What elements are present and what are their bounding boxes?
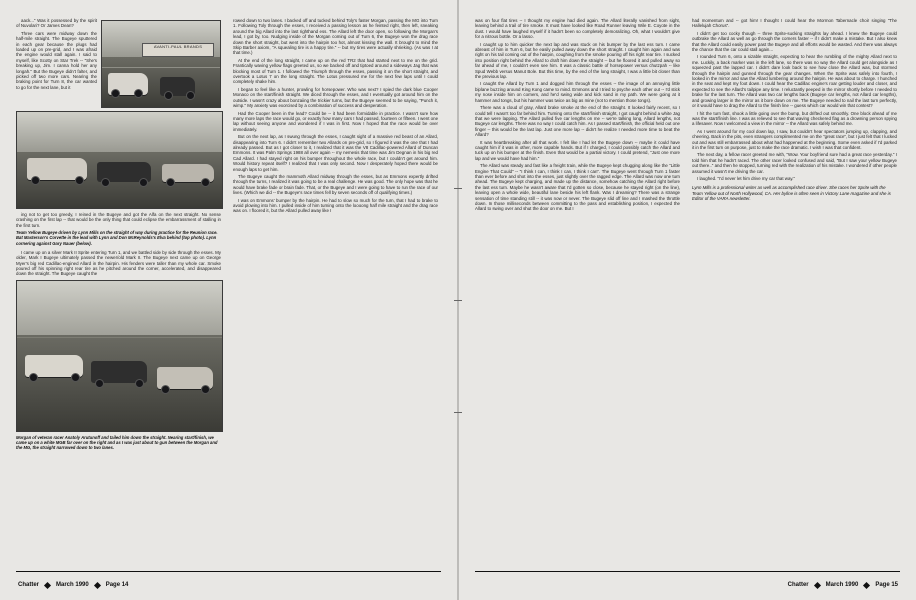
footer-right <box>459 582 916 588</box>
right-c2-para-2: I didn't get too cocky though -- three Sprite-sucking straights lay ahead. I knew the Bugeye could outbrake the Allard as well as go through the corners faster -- if I didn't make a mistake. But I also knew that the Allard could easily power past the Bugeye and all efforts would be wasted. And there was always the chance that the car could stall again... <box>692 30 897 53</box>
right-c1-para-6: The Allard was steady and fast like a freight train, while the Bugeye kept chugging along like the "Little Engine That Could" -- "I think I can, I think I can, I think I can". The Bugeye went through Turn 1 faster than ever before and shot into the esses, just slightly over the ragged edge. The Allard was now one turn ahead. The Bugeye kept charging, and made up the distance, somehow catching the Allard right before the last ess turn. Maybe he wasn't aware that I'd gotten so close, because he stayed right (on the line), leaving open a whole wide, beautiful lane beside his left flank. Was I dreaming? There was a strange sensation of time standing still -- it was now or never. The Bugeye slid off line and I mashed the throttle down. In those milliseconds between committing to the pass and establishing position, I expected the Allard to swing over and shut the door on me. But I <box>475 163 680 212</box>
left-c2-para-1: rowed down to two lanes. I backed off and tucked behind Toly's faster Morgan, passing the MG into Turn 1. Following Toly through the esses, I received a passing lesson as he feinted right, then left, sneaking around the big Allard into the last righthand ess. The Allard left the door open, so following the Morgan's lead, I got by, too. Nudging inside of the Morgan coming out of Turn 6, the Bugeye won the drag race down the short straight, but went into the hairpin too hot, almost kissing the wall. It brought to mind the Skip Barber axiom, "A squealing tire is a happy tire." -- but my tires were actually shrieking. (As was I at that time.) <box>233 18 438 56</box>
footer-left <box>0 582 457 588</box>
footer-diamond-icon-3 <box>814 581 821 588</box>
footer-diamond-icon <box>44 581 51 588</box>
right-c2-para-5: As I went around for my cool down lap, I saw, but couldn't hear spectators jumping up, clapping, and cheering. Back in the pits, even strangers complimented me on the "great race", but I just felt that I lucked out and was still embarrassed about what had happened at the beginning. Some even asked if I'd parked it in the first turn on purpose, just to make the race dramatic. I wish I was that confident. <box>692 128 897 150</box>
right-c1-para-1: was on four flat tires -- I thought my engine had died again. The Allard literally vanished from sight, leaving behind a trail of tire smoke. It must have looked like Road Runner leaving Wile E. Coyote in the dust. I would have laughed myself if it hadn't been so completely demoralizing. Oh, what I wouldn't give for a nitrous bottle. Or a lasso. <box>475 18 680 40</box>
left-c1-para-2: Three cars were midway down the half-mile straight. The Bugeye sputtered in each gear because the plugs had loaded up on pre-grid, and I was afraid the engine would stall again. I said to myself, like Scotty on Star Trek -- "She's breaking up, Jim. I canna hold her any longah." But the Bugeye didn't falter, and picked off two more cars. Nearing the braking point for Turn 8, the car wanted to go for the next lane, but it <box>16 30 97 90</box>
footer-publication-right: Chatter <box>787 582 809 588</box>
page-right <box>458 0 916 600</box>
footer-page-number-right: Page 15 <box>875 582 898 588</box>
left-c2-para-4: Had the Cooper been in the lead? Could be -- it had been formidable in practice. I wasn't sure how many more laps the race would go, or exactly how many cars I had passed, fourteen or fifteen. I went one lap without seeing anyone and wondered if I was in first. Now I hoped that the race would be over immediately. <box>233 110 439 132</box>
right-c2-para-4: I hit the turn fast, shook a little going over the bump, but drifted out smoothly. One block ahead of me was the start/finish line. I was as relieved to see that waving checkered flag as a drowning person spying a lifesaver. Now I welcomed a view in the mirror -- the Allard was safely behind me. <box>692 110 897 127</box>
footer-page-number: Page 14 <box>105 582 129 588</box>
left-c2-para-2: At the end of the long straight, I came up on the red TR2 that had started next to me on the grid. Frantically waving yellow flags greeted us, so we backed off and tiptoed around a sideways Jag that was blocking most of Turn 1. I followed the Triumph through the esses, passing it on the short straight, and overtook a Lotus 7 on the long straight. The Lotus pressured me for the next few laps until I could completely shake him. <box>233 57 438 85</box>
race-photo-grid-start <box>16 280 223 432</box>
left-c2-para-5: But on the next lap, as I swung through the esses, I caught sight of a massive red beast of an Allard, disappearing into Turn 6. I didn't remember two Allards on pre-grid, so I figured it was the one that I had already passed. But as I got closer to it, I realized that it was the V8 Cadillac-powered Allard of Duncan Emmons. It was Palm Springs 1988 all over again -- my nemesis that time was Jim Degnan in his big red Cad Allard. I had stayed right on his bumper throughout the whole race, but I couldn't get around him. Would history repeat itself? I realized that I was only second. Now I desperately hoped there would be enough laps to get him. <box>233 134 438 172</box>
footer-rule-right <box>475 571 900 572</box>
caption-anatoly: Morgan of veteran racer Anatoly Arutunoff and tailed him down the straight. Nearing start/finish, we came up on a white MGB far over on the right and as I was just about to gun between the Morgan and the MG, the straight narrowed down to two lanes. <box>16 434 218 451</box>
right-c1-para-2: I caught up to him quicker the next lap and was stuck on his bumper by the last ess turn. I came abreast of him in Turn 6, but he easily pulled away down the short straight. I caught him again and was right on his tail coming out of the hairpin, coughing from the smoke pouring off his right rear tire. I sucked into position right behind the Allard to draft him down the straight -- but he floored it and pulled away so far ahead of me, I couldn't even see him. It was a classic battle of horsepower versus chutzpah -- like Spud Webb versus Manut Bole. But this time, by the end of the long straight, I was a little bit closer than the previous lap. <box>475 41 680 80</box>
left-column-1 <box>16 18 221 548</box>
left-c2-para-7: I was on Emmons' bumper by the hairpin. He had to slow so much for the turn, that I had to brake to avoid plowing into him. I pulled inside of him turning onto the loooong half mile straight and the drag race was on. I floored it, but the Allard pulled away like I <box>233 197 438 214</box>
left-c1-para-1: aack..." Was it possessed by the spirit of Nuvolari? Or James Dean? <box>16 18 97 29</box>
right-c1-para-3: I caught the Allard by Turn 1 and dogged him through the esses -- the image of an annoying little biplane buzzing around King Kong came to mind. Emmons and I tried to psyche each other out -- I'd stick my nose inside him on corners, and he'd swing wide and kick sand in my path. We were going at it hammer and tongs, but his hammer was twice as big as mine (not to mention those tongs). <box>475 81 680 103</box>
caption-team-yellow: Team Yellow Bugeye driven by Lynn Mills on the straight of way during practice for the Reunion race. Bat Masterson's Corvette in the lead with Lynn and Don McReynolds's Elva behind (top photo). Lynn cornering against Gary Nauer (below). <box>16 230 218 246</box>
author-byline: Lynn Mills is a professional writer as well as accomplished race driver. She races her Sprite with the Team Yellow out of North Hollywood, CA. Her byline is often seen in Victory Lane magazine and she is Editor of the VARA newsletter. <box>692 185 891 202</box>
race-photo-three-cars <box>16 111 223 209</box>
footer-publication: Chatter <box>18 582 40 588</box>
right-c2-para-6: The next day, a fellow racer greeted me with, "Wow. Your boyfriend sure had a great race yesterday." I told him that he hadn't raced. The other racer looked confused and said, "But I saw your yellow Bugeye out there.." and then he stopped, turning red with the realization of his mistake. I wondered if other people assumed it wasn't me driving the car. <box>692 152 897 174</box>
right-column-2 <box>692 18 897 548</box>
left-c1-para-3: ing not to get too greedy, I reined in the Bugeye and got the Alfa on the next straight. No sense crashing on the first lap -- that would be the only thing that could eclipse the embarrassment of stalling in the first turn. <box>16 212 221 228</box>
footer-diamond-icon-2 <box>94 581 101 588</box>
left-c1-para-4: I came up on a silver Mark II Sprite entering Turn 1, and we battled side by side through the esses. My older, Mark I Bugeye ultimately passed the newer/old Mark II. The Bugeye next came up on George Myer's big red Cadillac-engined Allard in the hairpin. His fenders were taller than my whole car. Smoke poured off his spinning right rear tire as he pitched around the corner, accelerated, and disappeared down the straight. The Bugeye caught the <box>16 249 221 277</box>
footer-issue: March 1990 <box>56 582 89 588</box>
left-c2-para-6: The Bugeye caught the mammoth Allard midway through the esses, but as Emmons expertly drifted through the turns, I realized it was going to be a real challenge. He was good. The only hope was that he would have brake fade or brain fade. That, or the Bugeye and I were going to have to run the race of our lives. (Which we did -- the Bugeye's race times fell by seven seconds off of qualifying times.) <box>233 173 438 196</box>
race-photo-pit-lane <box>101 20 221 108</box>
right-c2-para-1: had momentum and -- got him! I thought I could hear the Mormon Tabernacle choir singing "The Hallelujah Chorus". <box>692 18 897 29</box>
right-columns <box>475 18 900 548</box>
right-column-1 <box>475 18 680 548</box>
footer-issue-right: March 1990 <box>825 582 859 588</box>
right-c2-para-7: I laughed. "I'd never let him drive my car that way." <box>697 175 796 181</box>
page-gutter <box>457 0 459 600</box>
footer-diamond-icon-4 <box>863 581 870 588</box>
left-columns <box>16 18 441 548</box>
left-column-2 <box>233 18 438 548</box>
footer-rule-left <box>16 571 441 572</box>
left-c2-para-3: I began to feel like a hunter, prowling for horsepower. Who was next? I spied the dark blue Cooper Monaco on the start/finish straight. We diced through the esses, and I eventually got around him on the outside. I wasn't crazy about bonzaiing the trickier turns, but the Bugeye seemed to be saying, "Punch it, wimp." My anxiety was exorcised by a combination of success and desperation. <box>233 86 438 109</box>
right-c1-para-4: There was a cloud of gray, Allard brake smoke at the end of the straight. It looked fairly recent, so I could tell I wasn't too far behind him. Turning onto the start/finish straight, I got caught behind a white Jag that we were lapping. The Allard pulled five car lengths on me -- we're talking long, Allard lengths, not Bugeye car lengths. There was no way I could catch him. As I passed start/finish, the official held out one finger -- this would be the last lap. Just one more lap -- didn't he realize I needed more time to beat the Allard? <box>475 105 680 138</box>
photo-banner-text: AVANTI-PAUL BRANDS <box>142 43 214 57</box>
right-c2-para-3: I rounded Turn 6, onto a sizable straight, expecting to hear the rumbling of the mighty Allard next to me. Luckily, a back marker was in the left lane, so there was no way the Allard could get alongside as I squeezed past the lapped car. I didn't dare look back to see how close the Allard was, but stormed through the hairpin and gunned through the gear changes. When the Sprite was safely into fourth, I looked in the mirror and saw the Allard lumbering around the hairpin. He was about to charge. I hunched in the seat and kept my foot down. I could hear the Cadillac engine's roar getting louder and closer, and expected to see the Allard's tailpipe any time. I reluctantly peeped in the mirror shortly before I needed to brake for the last turn. The Allard was two car lengths back (Bugeye car lengths, not Allard car lengths), and growing larger in the mirror as it bore down on me. The Bugeye needed to nail the last turn perfectly, or it would have to drag the Allard to the finish line -- guess which car would win that contest? <box>692 54 897 109</box>
right-c1-para-5: It was heartbreaking after all that work. I felt like I had let the Bugeye down -- maybe it could have caught him if it was in other, more capable hands. But if I charged, I could possibly catch the Allard and tuck up on his bumper at the finish. Even that would be a partial victory. I could pretend, "Just one more lap and we would have had him." <box>475 139 680 161</box>
